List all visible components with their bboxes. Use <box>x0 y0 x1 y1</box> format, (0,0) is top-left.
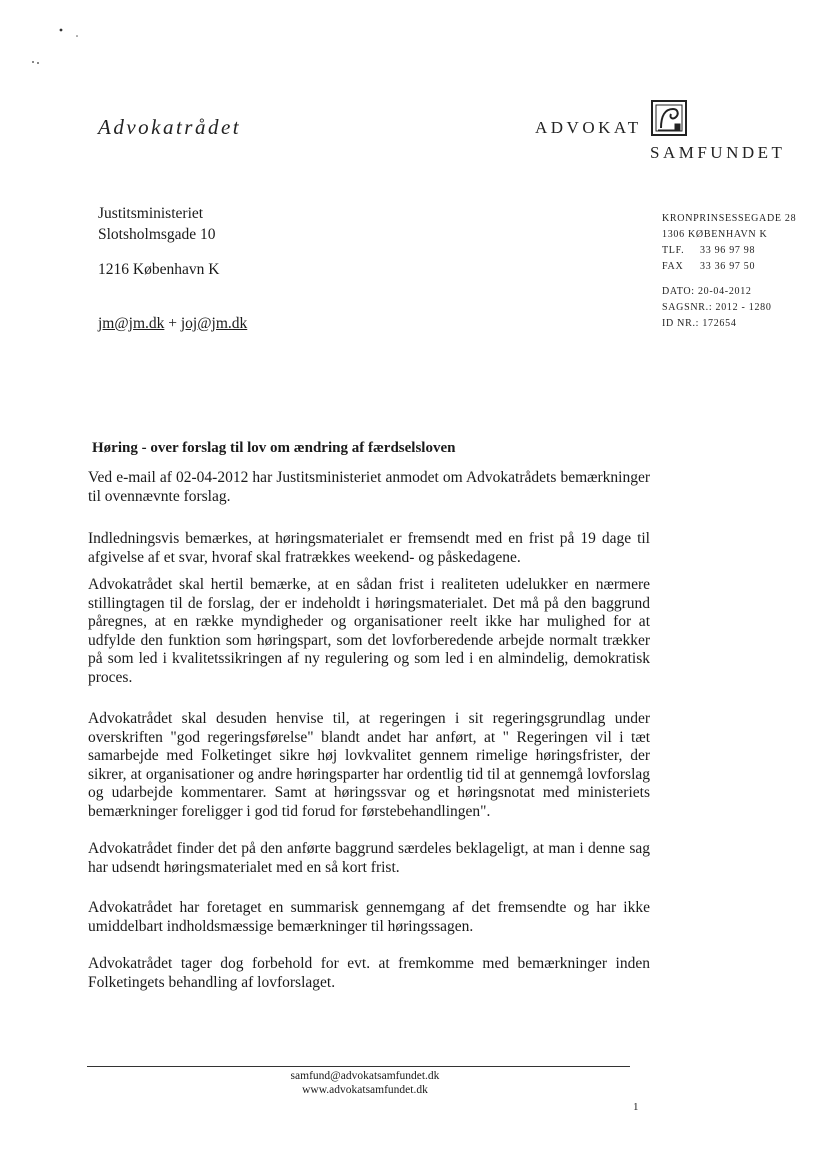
paragraph-5: Advokatrådet finder det på den anførte baggrund særdeles beklageligt, at man i denne sag har udsendt høringsmaterialet med en så kort frist. <box>88 840 650 876</box>
email-link-2[interactable]: joj@jm.dk <box>180 315 248 332</box>
sender-address-block <box>662 211 796 332</box>
fax-number: 33 36 97 50 <box>700 261 756 272</box>
page-number: 1 <box>633 1101 639 1113</box>
recipient-line-2: Slotsholmsgade 10 <box>98 226 216 243</box>
scan-specks <box>30 25 90 70</box>
case-number: SAGSNR.: 2012 - 1280 <box>662 302 772 313</box>
paragraph-2: Indledningsvis bemærkes, at høringsmaterialet er fremsendt med en frist på 19 dage til afgivelse af et svar, hvoraf skal fratrækkes weekend- og påskedagene. <box>88 530 650 566</box>
recipient-city: 1216 København K <box>98 261 220 278</box>
paragraph-4: Advokatrådet skal desuden henvise til, at regeringen i sit regeringsgrundlag under overskriften "god regeringsførelse" blandt andet har anført, at " Regeringen vil i tæt samarbejde med Folketinget sikre høj lovkvalitet gennem rimelige høringsfrister, der sikrer, at organisationer og andre høringsparter har ordentlig tid til at gennemgå lovforslag og udarbejde kommentarer. Samt at høringssvar og et høringsnotat med ministeriets bemærkninger foreligger i god tid forud for førstebehandlingen". <box>88 710 650 820</box>
sender-street: KRONPRINSESSEGADE 28 <box>662 213 797 224</box>
footer-email[interactable]: samfund@advokatsamfundet.dk <box>290 1070 440 1082</box>
logo-emblem-icon <box>651 100 687 136</box>
recipient-emails <box>98 315 247 333</box>
logo-bottom-text: SAMFUNDET <box>650 143 786 162</box>
sender-city: 1306 KØBENHAVN K <box>662 229 768 240</box>
recipient-line-1: Justitsministeriet <box>98 205 204 222</box>
paragraph-3: Advokatrådet skal hertil bemærke, at en sådan frist i realiteten udelukker en nærmere stillingtagen til de forslag, der er indeholdt i høringsmaterialet. Det må på den baggrund påregnes, at en række myndigheder og organisationer reelt ikke har mulighed for at udfylde den funktion som høringspart, som det lovforberedende arbejde normalt trækker på som led i kvalitetssikringen af ny regulering og som led i en almindelig, demokratisk proces. <box>88 576 650 686</box>
phone-label: TLF. <box>662 245 685 256</box>
logo-top-text: ADVOKAT <box>535 118 642 137</box>
advokatsamfundet-logo <box>535 100 805 170</box>
phone-number: 33 96 97 98 <box>700 245 756 256</box>
sender-phone-row <box>662 243 796 259</box>
paragraph-7: Advokatrådet tager dog forbehold for evt. at fremkomme med bemærkninger inden Folketingets behandling af lovforslaget. <box>88 955 650 991</box>
sender-name: Advokatrådet <box>98 115 242 139</box>
paragraph-6: Advokatrådet har foretaget en summarisk gennemgang af det fremsendte og har ikke umiddelbart indholdsmæssige bemærkninger til høringssagen. <box>88 899 650 935</box>
footer-divider <box>87 1066 630 1067</box>
email-link-1[interactable]: jm@jm.dk <box>98 315 165 332</box>
email-joiner: + <box>168 315 177 332</box>
recipient-address <box>98 203 216 245</box>
letter-subject: Høring - over forslag til lov om ændring af færdselsloven <box>92 440 456 456</box>
letter-date: DATO: 20-04-2012 <box>662 286 752 297</box>
footer-website[interactable]: www.advokatsamfundet.dk <box>302 1084 428 1096</box>
fax-label: FAX <box>662 261 684 272</box>
sender-fax-row <box>662 259 796 275</box>
paragraph-1: Ved e-mail af 02-04-2012 har Justitsministeriet anmodet om Advokatrådets bemærkninger til ovennævnte forslag. <box>88 469 650 505</box>
id-number: ID NR.: 172654 <box>662 318 737 329</box>
